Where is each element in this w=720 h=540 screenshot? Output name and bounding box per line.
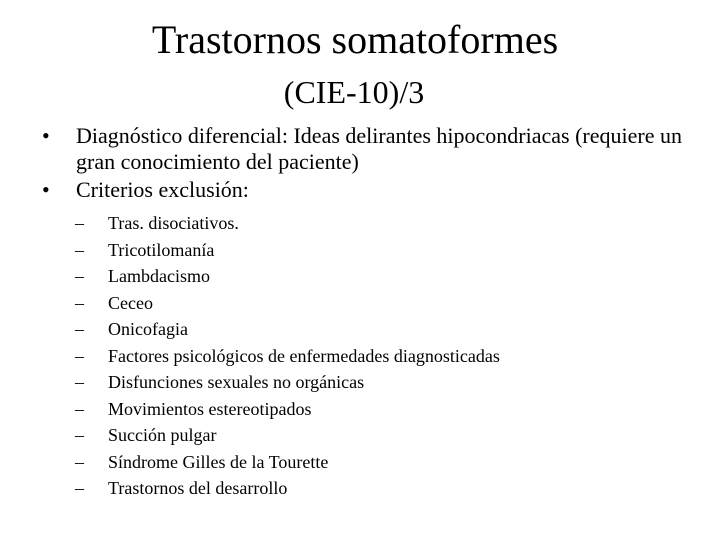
exclusion-text: Factores psicológicos de enfermedades diagnosticadas — [108, 345, 500, 366]
exclusion-item — [75, 343, 635, 370]
dash-marker: – — [75, 213, 84, 233]
exclusion-text: Movimientos estereotipados — [108, 398, 312, 419]
exclusion-text: Síndrome Gilles de la Tourette — [108, 451, 329, 472]
bullet-marker: • — [42, 123, 50, 148]
exclusion-item — [75, 290, 635, 317]
exclusion-item — [75, 210, 635, 237]
slide-title: Trastornos somatoformes — [151, 17, 559, 62]
exclusion-item — [75, 369, 635, 396]
dash-marker: – — [75, 292, 84, 313]
exclusion-item — [75, 422, 635, 449]
exclusion-text: Trastornos del desarrollo — [108, 478, 288, 498]
exclusion-text: Onicofagia — [108, 319, 188, 339]
dash-marker: – — [75, 266, 84, 286]
exclusion-list — [75, 210, 635, 502]
dash-marker: – — [75, 319, 84, 339]
bullet-marker: • — [42, 177, 50, 202]
exclusion-item — [75, 237, 635, 264]
slide-subtitle: (CIE-10)/3 — [283, 74, 425, 110]
dash-marker: – — [75, 239, 84, 260]
exclusion-item — [75, 396, 635, 423]
bullet-item — [42, 123, 692, 175]
bullet-text-differential: Diagnóstico diferencial: Ideas delirantes hipocondriacas (requiere un gran conocimiento del paciente) — [76, 123, 682, 174]
dash-marker: – — [75, 345, 84, 366]
exclusion-text: Lambdacismo — [108, 266, 210, 286]
dash-marker: – — [75, 425, 84, 445]
exclusion-item — [75, 475, 635, 502]
exclusion-text: Tras. disociativos. — [108, 213, 239, 233]
bullet-text-exclusion: Criterios exclusión: — [76, 177, 249, 202]
exclusion-item — [75, 316, 635, 343]
dash-marker: – — [75, 451, 84, 472]
dash-marker: – — [75, 398, 84, 419]
dash-marker: – — [75, 478, 84, 498]
exclusion-text: Ceceo — [108, 292, 153, 313]
bullet-list — [42, 123, 692, 203]
exclusion-text: Tricotilomanía — [108, 239, 215, 260]
exclusion-text: Succión pulgar — [108, 425, 217, 445]
dash-marker: – — [75, 372, 84, 392]
bullet-item — [42, 177, 692, 203]
exclusion-item — [75, 449, 635, 476]
exclusion-text: Disfunciones sexuales no orgánicas — [108, 372, 365, 392]
exclusion-item — [75, 263, 635, 290]
